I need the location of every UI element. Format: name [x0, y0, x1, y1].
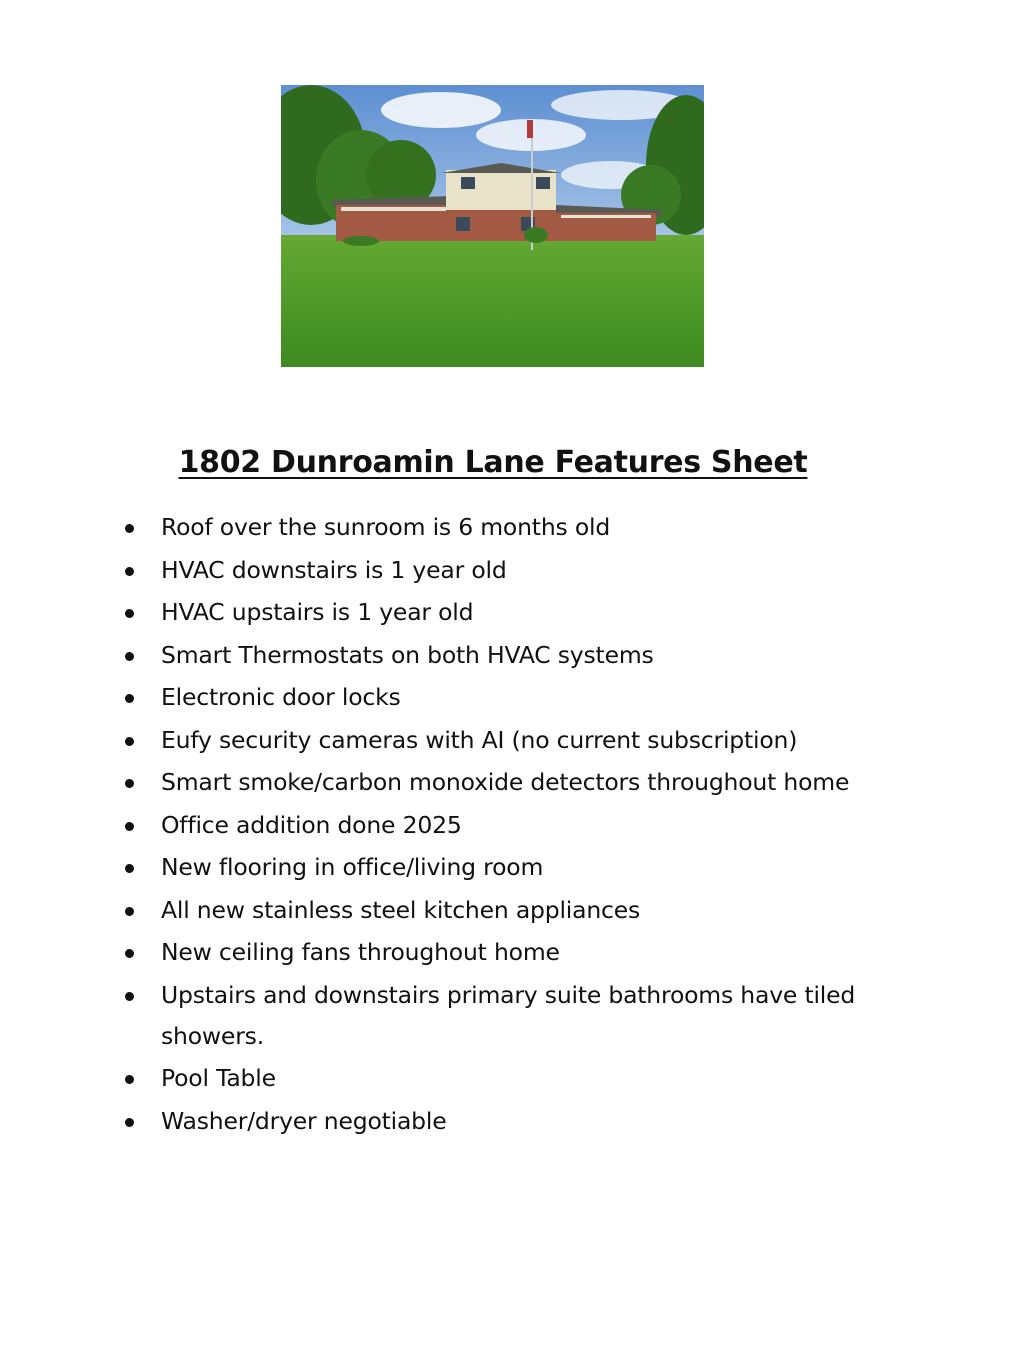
list-item: Eufy security cameras with AI (no current subscription): [121, 720, 911, 761]
list-item: New flooring in office/living room: [121, 847, 911, 888]
list-item: Smart smoke/carbon monoxide detectors throughout home: [121, 762, 911, 803]
list-item: New ceiling fans throughout home: [121, 932, 911, 973]
bullet-icon: [125, 609, 134, 618]
list-item: HVAC downstairs is 1 year old: [121, 550, 911, 591]
list-item: HVAC upstairs is 1 year old: [121, 592, 911, 633]
bullet-icon: [125, 864, 134, 873]
list-item: Upstairs and downstairs primary suite bathrooms have tiled showers.: [121, 975, 911, 1057]
bullet-icon: [125, 779, 134, 788]
bullet-icon: [125, 949, 134, 958]
bullet-icon: [125, 737, 134, 746]
list-item: Electronic door locks: [121, 677, 911, 718]
house-photo: [281, 85, 704, 367]
bullet-icon: [125, 1075, 134, 1084]
list-item: All new stainless steel kitchen appliances: [121, 890, 911, 931]
bullet-icon: [125, 1118, 134, 1127]
list-item: Roof over the sunroom is 6 months old: [121, 507, 911, 548]
bullet-icon: [125, 524, 134, 533]
list-item: Smart Thermostats on both HVAC systems: [121, 635, 911, 676]
list-item: Washer/dryer negotiable: [121, 1101, 911, 1142]
bullet-icon: [125, 694, 134, 703]
features-list: [121, 507, 911, 1143]
bullet-icon: [125, 822, 134, 831]
list-item: Office addition done 2025: [121, 805, 911, 846]
bullet-icon: [125, 907, 134, 916]
list-item: Pool Table: [121, 1058, 911, 1099]
bullet-icon: [125, 992, 134, 1001]
page-title: 1802 Dunroamin Lane Features Sheet: [178, 445, 808, 480]
bullet-icon: [125, 652, 134, 661]
bullet-icon: [125, 567, 134, 576]
